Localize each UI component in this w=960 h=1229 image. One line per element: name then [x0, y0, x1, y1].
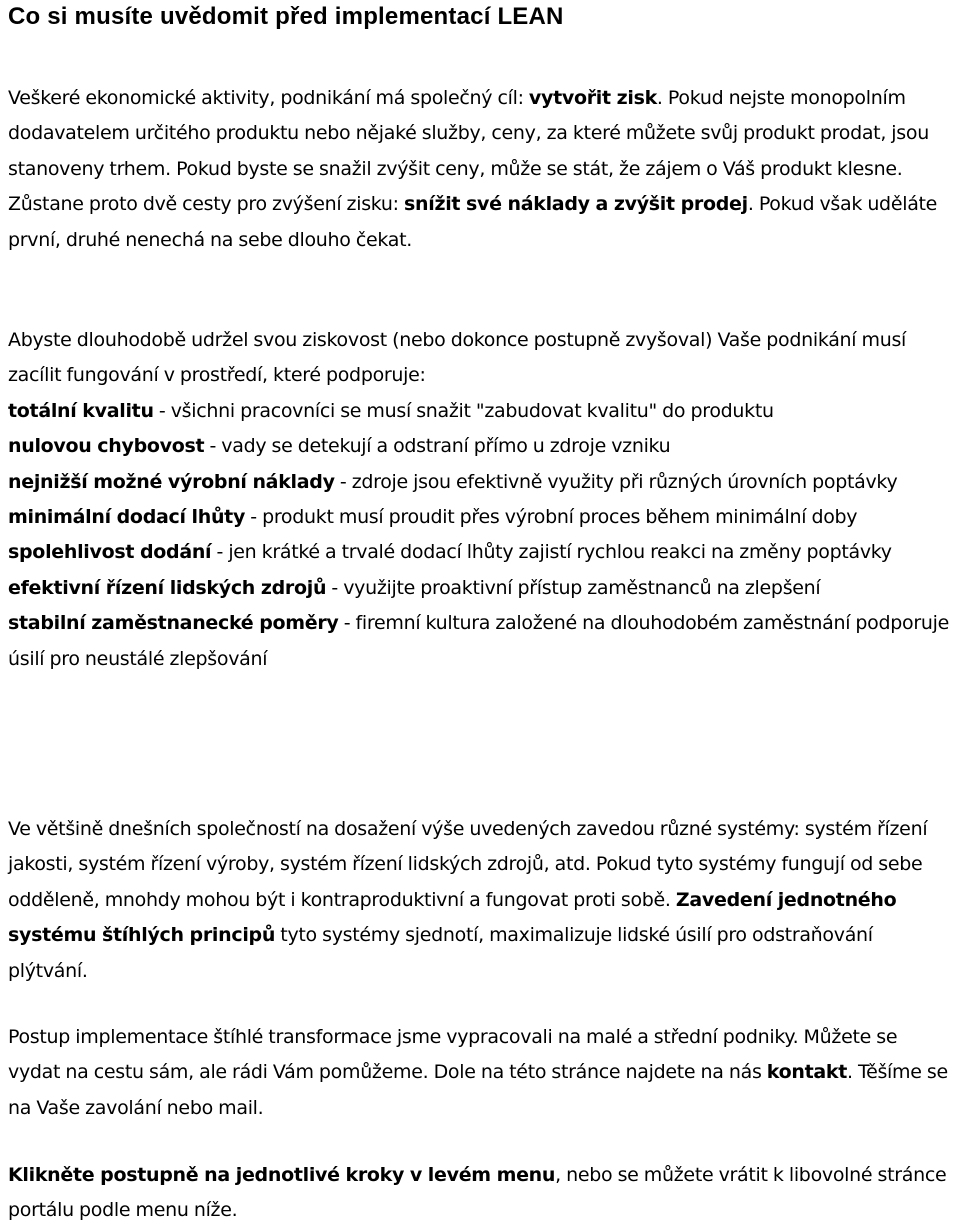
principle-item	[8, 500, 953, 535]
systems-text-1: Ve většině dnešních společností na dosažení výše uvedených zavedou různé systémy: systém řízení jakosti, systém řízení výroby, systém řízení lidských zdrojů, atd. Pokud tyto systémy fungují od sebe odděleně, mnohdy mohou být i kontraproduktivní a fungovat proti sobě.	[8, 818, 928, 911]
principles-lead: Abyste dlouhodobě udržel svou ziskovost (nebo dokonce postupně zvyšoval) Vaše podnikání musí zacílit fungování v prostředí, které podporuje:	[8, 329, 907, 387]
contact-paragraph	[8, 1020, 953, 1126]
principle-desc: - vady se detekují a odstraní přímo u zdroje vzniku	[204, 435, 671, 458]
page-content	[8, 0, 958, 1222]
systems-paragraph	[8, 812, 953, 989]
principle-desc: - jen krátké a trvalé dodací lhůty zajistí rychlou reakci na změny poptávky	[211, 541, 892, 564]
principles-block	[8, 323, 953, 677]
systems-text-2: tyto systémy sjednotí, maximalizuje lidské úsilí pro odstraňování plýtvání.	[8, 924, 873, 982]
navigation-emphasis: Klikněte postupně na jednotlivé kroky v levém menu	[8, 1164, 556, 1186]
principle-item	[8, 465, 953, 500]
principle-item	[8, 535, 953, 570]
navigation-text: , nebo se můžete vrátit k libovolné stránce portálu podle menu níže.	[8, 1164, 947, 1222]
principle-desc: - všichni pracovníci se musí snažit "zabudovat kvalitu" do produktu	[153, 399, 774, 422]
principle-term: stabilní zaměstnanecké poměry	[8, 612, 339, 635]
intro-paragraph	[8, 81, 953, 258]
intro-text-1: Veškeré ekonomické aktivity, podnikání má společný cíl:	[8, 87, 529, 109]
principle-item	[8, 571, 953, 606]
principle-desc: - zdroje jsou efektivně využity při různých úrovních poptávky	[334, 470, 898, 493]
intro-emphasis-profit: vytvořit zisk	[528, 87, 657, 109]
intro-text-3: . Pokud však uděláte první, druhé nenechá na sebe dlouho čekat.	[8, 193, 938, 251]
contact-text-2: . Těšíme se na Vaše zavolání nebo mail.	[8, 1061, 948, 1119]
principle-term: totální kvalitu	[8, 399, 154, 422]
principle-item	[8, 394, 953, 429]
principle-term: nejnižší možné výrobní náklady	[8, 470, 335, 493]
principle-desc: - využijte proaktivní přístup zaměstnanců na zlepšení	[326, 576, 821, 599]
intro-emphasis-costs-sales: snížit své náklady a zvýšit prodej	[404, 193, 748, 216]
systems-emphasis: Zavedení jednotného systému štíhlých principů	[8, 888, 897, 947]
principle-term: nulovou chybovost	[8, 435, 205, 458]
page-title: Co si musíte uvědomit před implementací LEAN	[8, 3, 564, 30]
navigation-paragraph	[8, 1158, 953, 1229]
principle-term: efektivní řízení lidských zdrojů	[8, 576, 327, 599]
contact-text-1: Postup implementace štíhlé transformace jsme vypracovali na malé a střední podniky. Můžete se vydat na cestu sám, ale rádi Vám pomůžeme. Dole na této stránce najdete na nás	[8, 1026, 898, 1084]
principle-item	[8, 429, 953, 464]
principle-item	[8, 606, 953, 677]
intro-text-2: . Pokud nejste monopolním dodavatelem určitého produktu nebo nějaké služby, ceny, za které můžete svůj produkt prodat, jsou stanoveny trhem. Pokud byste se snažil zvýšit ceny, může se stát, že zájem o Váš produkt klesne. Zůstane proto dvě cesty pro zvýšení zisku:	[8, 87, 929, 216]
principle-desc: - produkt musí proudit přes výrobní proces během minimální doby	[245, 506, 858, 529]
principle-term: minimální dodací lhůty	[8, 506, 246, 529]
contact-link[interactable]: kontakt	[766, 1061, 848, 1084]
principle-desc: - firemní kultura založené na dlouhodobém zaměstnání podporuje úsilí pro neustálé zlepšování	[8, 612, 949, 670]
principle-term: spolehlivost dodání	[8, 541, 212, 564]
